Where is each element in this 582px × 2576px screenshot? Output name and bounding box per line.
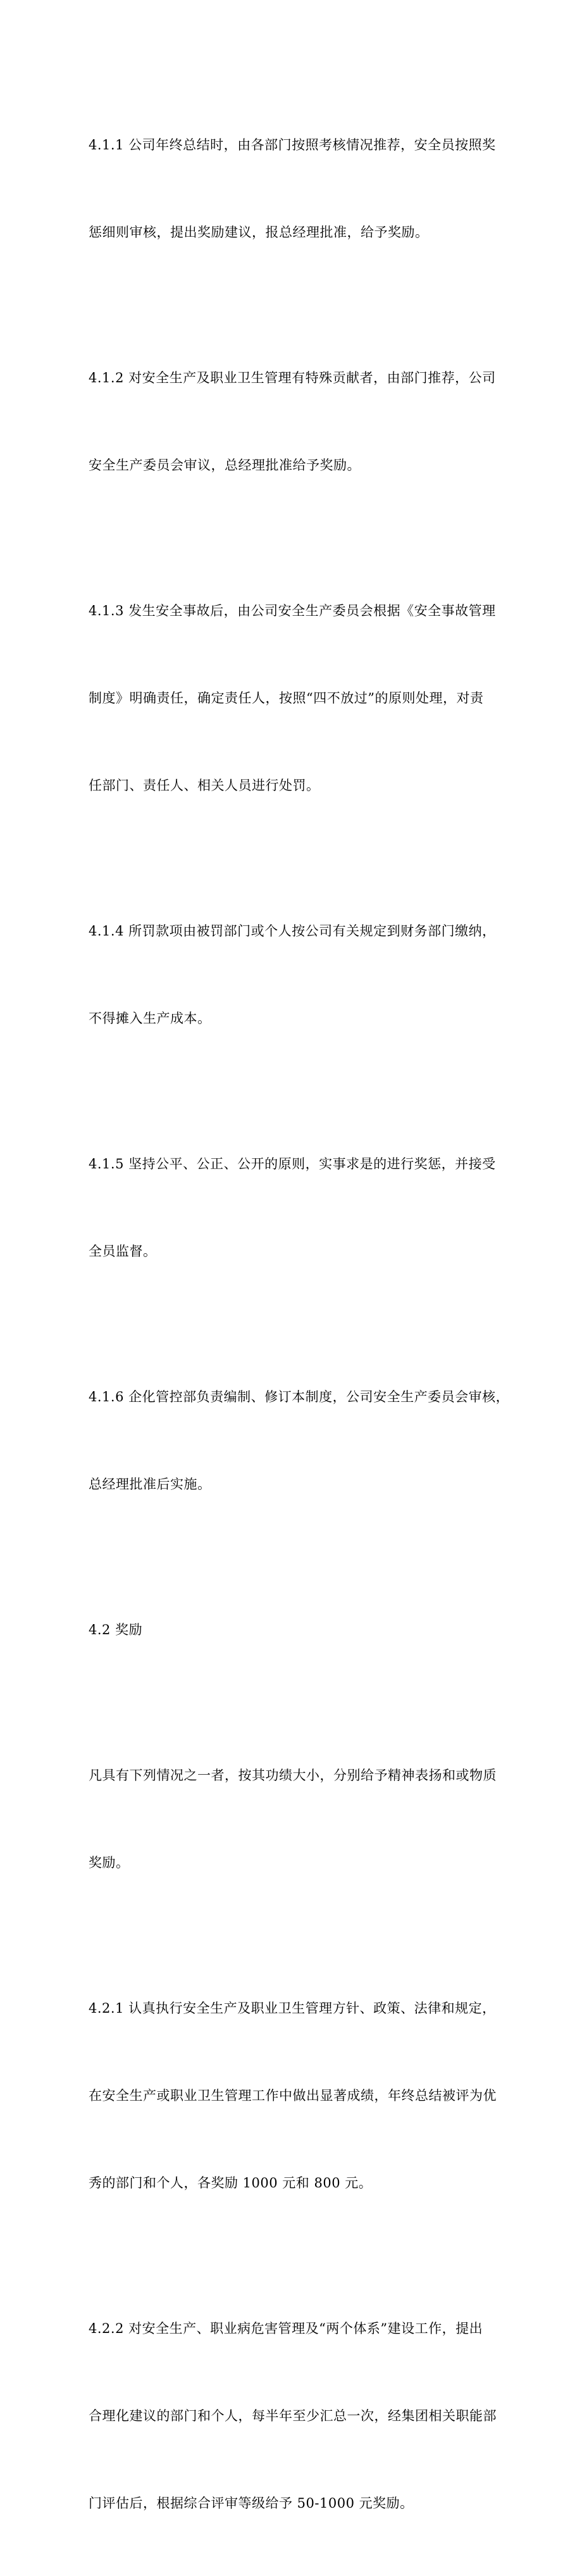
clause-4-2-2 [89,2256,500,2576]
text-line: 秀的部门和个人，各奖励 1000 元和 800 元。 [89,2175,373,2191]
clause-4-1-2 [89,305,500,538]
section-heading: 4.2 奖励 [89,1622,143,1637]
text-line: 惩细则审核，提出奖励建议，报总经理批准，给予奖励。 [89,225,429,240]
text-line: 4.1.3 发生安全事故后，由公司安全生产委员会根据《安全事故管理 [89,603,496,618]
clause-4-1-4 [89,858,500,1091]
text-line: 任部门、责任人、相关人员进行处罚。 [89,778,320,793]
clause-4-1-3 [89,538,500,858]
text-line: 奖励。 [89,1855,130,1870]
text-line: 门评估后，根据综合评审等级给予 50-1000 元奖励。 [89,2496,414,2511]
text-line: 全员监督。 [89,1244,157,1259]
text-line: 合理化建议的部门和个人，每半年至少汇总一次，经集团相关职能部 [89,2408,497,2423]
text-line: 不得摊入生产成本。 [89,1011,211,1026]
text-line: 4.1.4 所罚款项由被罚部门或个人按公司有关规定到财务部门缴纳， [89,923,496,939]
text-line: 4.1.1 公司年终总结时，由各部门按照考核情况推荐，安全员按照奖 [89,137,496,153]
document-body [89,72,510,2576]
text-line: 安全生产委员会审议，总经理批准给予奖励。 [89,458,361,473]
clause-4-1-5 [89,1091,500,1324]
text-line: 4.2.2 对安全生产、职业病危害管理及“两个体系”建设工作，提出 [89,2321,483,2336]
reward-intro [89,1703,500,1935]
text-line: 4.1.5 坚持公平、公正、公开的原则，实事求是的进行奖惩，并接受 [89,1156,496,1172]
clause-4-1-6 [89,1324,510,1557]
section-heading-4-2 [89,1557,500,1703]
text-line: 在安全生产或职业卫生管理工作中做出显著成绩，年终总结被评为优 [89,2088,497,2103]
clause-4-1-1 [89,72,500,305]
text-line: 4.1.2 对安全生产及职业卫生管理有特殊贡献者，由部门推荐，公司 [89,370,496,385]
text-line: 4.1.6 企化管控部负责编制、修订本制度，公司安全生产委员会审核， [89,1389,510,1404]
text-line: 凡具有下列情况之一者，按其功绩大小，分别给予精神表扬和或物质 [89,1768,497,1783]
clause-4-2-1 [89,1935,500,2256]
text-line: 制度》明确责任，确定责任人，按照“四不放过”的原则处理，对责 [89,691,484,706]
text-line: 4.2.1 认真执行安全生产及职业卫生管理方针、政策、法律和规定， [89,2001,496,2016]
text-line: 总经理批准后实施。 [89,1477,211,1492]
